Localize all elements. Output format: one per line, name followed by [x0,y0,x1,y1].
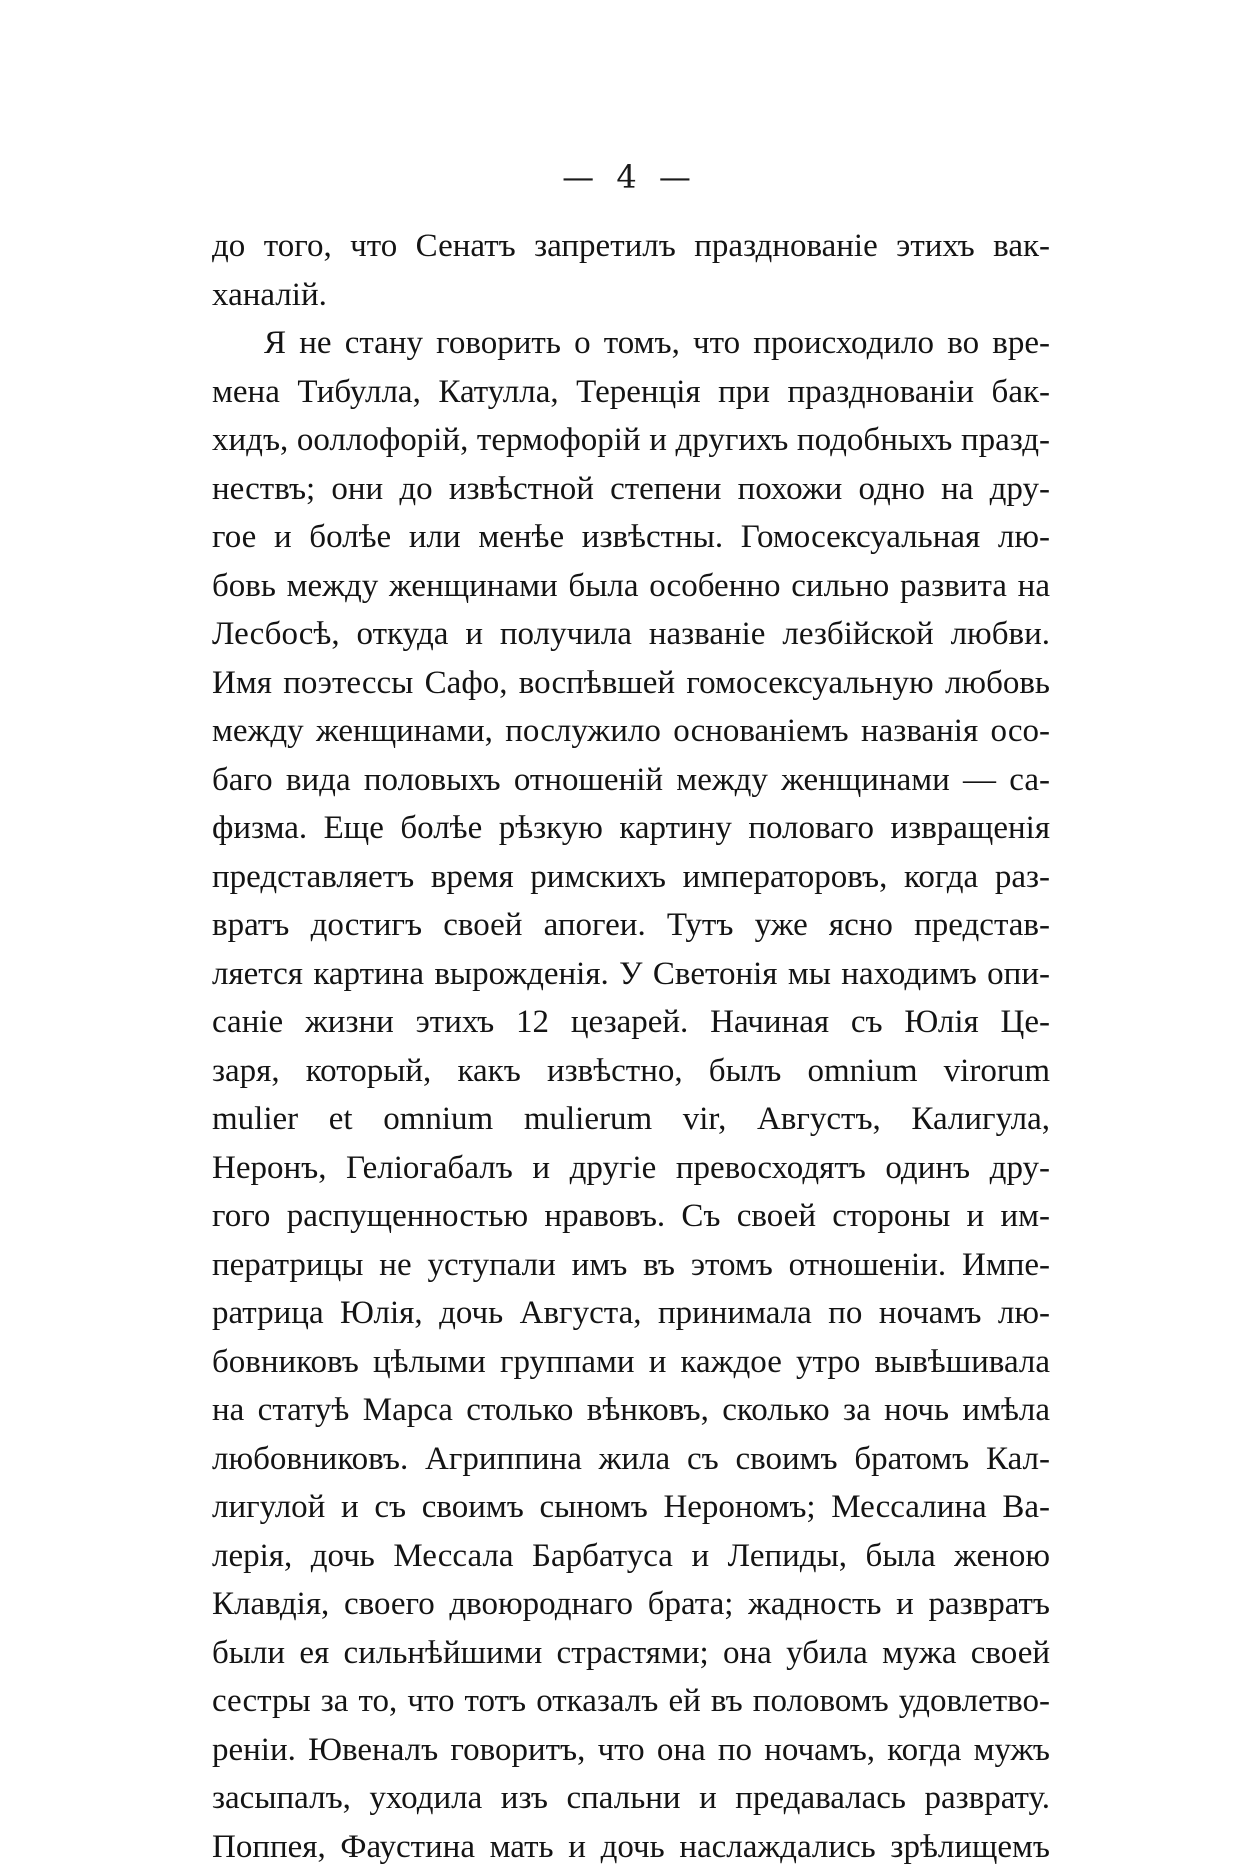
text-line: ператрицы не уступали имъ въ этомъ отношеніи. Импе- [212,1241,1050,1290]
text-line: Лесбосѣ, откуда и получила названіе лезбійской любви. [212,610,1050,659]
text-line: между женщинами, послужило основаніемъ названія осо- [212,707,1050,756]
text-line: баго вида половыхъ отношеній между женщинами — са- [212,756,1050,805]
text-line: mulier et omnium mulierum vir, Августъ, Калигула, [212,1095,1050,1144]
text-line: Неронъ, Геліогабалъ и другіе превосходятъ одинъ дру- [212,1144,1050,1193]
text-line: лигулой и съ своимъ сыномъ Нерономъ; Мессалина Ва- [212,1483,1050,1532]
page-number: — 4 — [0,158,1259,196]
text-line: были ея сильнѣйшими страстями; она убила мужа своей [212,1629,1050,1678]
text-line: на статуѣ Марса столько вѣнковъ, сколько за ночь имѣла [212,1386,1050,1435]
text-line: засыпалъ, уходила изъ спальни и предавалась разврату. [212,1774,1050,1823]
text-line: физма. Еще болѣе рѣзкую картину половаго извращенія [212,804,1050,853]
text-line: сестры за то, что тотъ отказалъ ей въ половомъ удовлетво- [212,1677,1050,1726]
text-line: бовниковъ цѣлыми группами и каждое утро вывѣшивала [212,1338,1050,1387]
text-line: Я не стану говорить о томъ, что происходило во вре- [212,319,1050,368]
text-line: бовь между женщинами была особенно сильно развита на [212,562,1050,611]
body-text [212,222,1050,1871]
text-line: Имя поэтессы Сафо, воспѣвшей гомосексуальную любовь [212,659,1050,708]
text-line: ханалій. [212,271,1050,320]
text-line: гого распущенностью нравовъ. Съ своей стороны и им- [212,1192,1050,1241]
text-line: гое и болѣе или менѣе извѣстны. Гомосексуальная лю- [212,513,1050,562]
text-line: лерія, дочь Мессала Барбатуса и Лепиды, была женою [212,1532,1050,1581]
text-line: мена Тибулла, Катулла, Теренція при празднованіи бак- [212,368,1050,417]
text-line: ратрица Юлія, дочь Августа, принимала по ночамъ лю- [212,1289,1050,1338]
text-line: ляется картина вырожденія. У Светонія мы находимъ опи- [212,950,1050,999]
text-line: представляетъ время римскихъ императоровъ, когда раз- [212,853,1050,902]
text-line: заря, который, какъ извѣстно, былъ omnium virorum [212,1047,1050,1096]
text-line: хидъ, ооллофорій, термофорій и другихъ подобныхъ празд- [212,416,1050,465]
text-line: саніе жизни этихъ 12 цезарей. Начиная съ Юлія Це- [212,998,1050,1047]
text-line: нествъ; они до извѣстной степени похожи одно на дру- [212,465,1050,514]
text-line: вратъ достигъ своей апогеи. Тутъ уже ясно представ- [212,901,1050,950]
text-line: до того, что Сенатъ запретилъ празднованіе этихъ вак- [212,222,1050,271]
text-line: Клавдія, своего двоюроднаго брата; жадность и развратъ [212,1580,1050,1629]
text-line: реніи. Ювеналъ говоритъ, что она по ночамъ, когда мужъ [212,1726,1050,1775]
text-line: Поппея, Фаустина мать и дочь наслаждались зрѣлищемъ [212,1823,1050,1871]
text-line: любовниковъ. Агриппина жила съ своимъ братомъ Кал- [212,1435,1050,1484]
